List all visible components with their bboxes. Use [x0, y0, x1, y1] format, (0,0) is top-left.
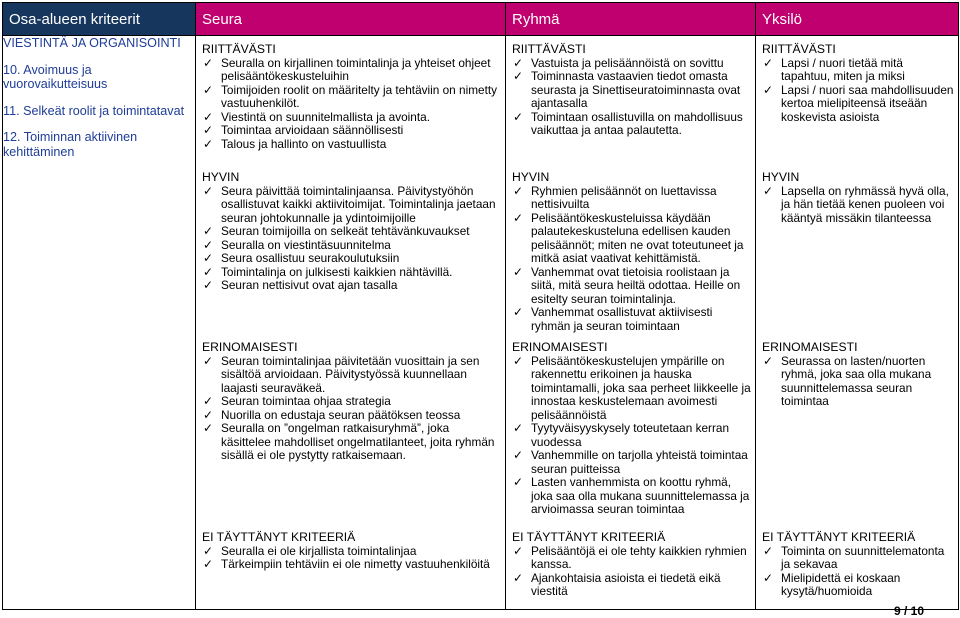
criteria-item-text: Ajankohtaisia asioista ei tiedetä eikä viestitä	[531, 570, 721, 598]
criteria-item-text: Vanhemmat osallistuvat aktiivisesti ryhmän ja seuran toimintaan	[531, 305, 713, 333]
yksilo-ei-taytetty	[762, 531, 954, 599]
checkmark-icon: ✓	[763, 183, 774, 198]
seura-riittava	[202, 43, 501, 161]
checkmark-icon: ✓	[203, 251, 214, 265]
criteria-list	[762, 57, 954, 125]
criteria-item	[202, 252, 501, 266]
ryhma-hyvin	[512, 171, 751, 331]
criteria-list	[512, 57, 751, 138]
checkmark-icon: ✓	[513, 448, 524, 462]
checkmark-icon: ✓	[203, 394, 214, 408]
criteria-item	[512, 266, 751, 307]
criteria-item-text: Toiminnasta vastaavien tiedot omasta seurasta ja Sinettiseuratoiminnasta ovat ajantasalla	[531, 69, 741, 110]
criteria-list	[512, 355, 751, 517]
criteria-item-text: Lapsi / nuori tietää mitä tapahtuu, miten ja miksi	[781, 55, 905, 83]
level-heading: ERINOMAISESTI	[512, 340, 608, 354]
criteria-item-text: Seura päivittää toimintalinjaansa. Päivitystyöhön osallistuvat kaikki aktiivitoimijat. Toimintalinja jaetaan seuran johtokunnalle ja ydintoimijoille	[221, 183, 496, 225]
criteria-item	[512, 355, 751, 423]
criteria-item	[762, 572, 954, 599]
criteria-item-text: Toimijoiden roolit on määritelty ja tehtäviin on nimetty vastuuhenkilöt.	[221, 82, 498, 110]
criteria-item-text: Mielipidettä ei koskaan kysytä/huomioida	[781, 570, 901, 598]
criteria-item-text: Pelisääntökeskusteluissa käydään palautekeskusteluna edellisen kauden pelisäännöt; miten ne ovat toteutuneet ja mitkä asiat vaativat kehittämistä.	[531, 210, 744, 265]
criteria-item	[202, 239, 501, 253]
criteria-item-text: Toimintalinja on julkisesti kaikkien nähtävillä.	[221, 264, 453, 279]
criteria-list	[762, 545, 954, 599]
criteria-item	[202, 558, 501, 572]
checkmark-icon: ✓	[513, 69, 524, 83]
criteria-item	[762, 545, 954, 572]
topic-12: 12. Toiminnan aktiivinen kehittäminen	[3, 130, 138, 159]
criteria-item	[202, 124, 501, 138]
criteria-item	[512, 57, 751, 71]
criteria-list	[512, 185, 751, 334]
criteria-item	[512, 70, 751, 111]
criteria-item	[762, 57, 954, 84]
checkmark-icon: ✓	[513, 55, 524, 70]
level-heading: EI TÄYTTÄNYT KRITEERIÄ	[762, 530, 916, 544]
checkmark-icon: ✓	[203, 82, 214, 97]
criteria-item-text: Talous ja hallinto on vastuullista	[221, 136, 387, 151]
checkmark-icon: ✓	[513, 305, 524, 319]
checkmark-icon: ✓	[203, 224, 214, 238]
criteria-item	[202, 545, 501, 559]
level-heading: EI TÄYTTÄNYT KRITEERIÄ	[202, 530, 356, 544]
criteria-item-text: Toimintaa arvioidaan säännöllisesti	[221, 123, 404, 137]
level-heading: HYVIN	[512, 170, 550, 184]
content-row	[3, 36, 959, 610]
checkmark-icon: ✓	[203, 264, 214, 279]
ryhma-ei-taytetty	[512, 531, 751, 599]
checkmark-icon: ✓	[203, 407, 214, 422]
checkmark-icon: ✓	[763, 55, 774, 70]
checkmark-icon: ✓	[763, 353, 774, 368]
criteria-item-text: Seuran nettisivut ovat ajan tasalla	[221, 278, 398, 292]
level-heading: RIITTÄVÄSTI	[202, 42, 276, 56]
criteria-item	[762, 185, 954, 226]
page-number: 9 / 10	[893, 604, 924, 618]
criteria-list	[762, 185, 954, 226]
level-heading: EI TÄYTTÄNYT KRITEERIÄ	[512, 530, 666, 544]
yksilo-riittava	[762, 43, 954, 161]
ryhma-riittava	[512, 43, 751, 161]
criteria-item-text: Tyytyväisyyskysely toteutetaan kerran vuodessa	[531, 421, 730, 449]
checkmark-icon: ✓	[763, 82, 774, 97]
criteria-item-text: Pelisääntökeskustelujen ympärille on rakennettu erikoinen ja hauska toimintamalli, joka saa perheet liikkeelle ja innostaa keskustelemaan avoimesti pelisäännöistä	[531, 353, 751, 422]
criteria-item	[512, 111, 751, 138]
criteria-item-text: Vastuista ja pelisäännöistä on sovittu	[531, 55, 724, 70]
criteria-list	[762, 355, 954, 409]
criteria-item	[762, 84, 954, 125]
criteria-item	[202, 111, 501, 125]
seura-cell	[196, 36, 506, 610]
criteria-item-text: Lasten vanhemmista on koottu ryhmä, joka saa olla mukana suunnittelemassa ja arvioimassa seuran toimintaa	[531, 475, 750, 516]
criteria-item	[202, 185, 501, 226]
checkmark-icon: ✓	[513, 183, 524, 198]
checkmark-icon: ✓	[513, 210, 524, 225]
yksilo-cell	[756, 36, 959, 610]
criteria-list	[202, 355, 501, 463]
checkmark-icon: ✓	[763, 543, 774, 558]
criteria-list	[512, 545, 751, 599]
checkmark-icon: ✓	[513, 570, 524, 585]
criteria-item	[202, 225, 501, 239]
topic-10: 10. Avoimuus ja vuorovaikutteisuus	[3, 62, 108, 91]
criteria-item-text: Seuran toimintalinjaa päivitetään vuosittain ja sen sisältöä arvioidaan. Päivitystyössä kuunnellaan laajasti seuraväkeä.	[221, 353, 480, 395]
criteria-item	[202, 422, 501, 463]
criteria-list	[202, 57, 501, 152]
checkmark-icon: ✓	[513, 475, 524, 489]
level-heading: ERINOMAISESTI	[762, 340, 858, 354]
header-ryhma: Ryhmä	[506, 3, 756, 36]
criteria-item	[512, 185, 751, 212]
checkmark-icon: ✓	[513, 109, 524, 124]
criteria-item-text: Toiminta on suunnittelematonta ja sekavaa	[781, 543, 945, 571]
criteria-item	[512, 422, 751, 449]
criteria-item-text: Lapsella on ryhmässä hyvä olla, ja hän tietää kenen puoleen voi kääntyä missäkin tilanteessa	[781, 183, 949, 225]
criteria-item-text: Seura osallistuu seurakoulutuksiin	[221, 251, 400, 265]
ryhma-cell	[506, 36, 756, 610]
checkmark-icon: ✓	[203, 183, 214, 198]
criteria-item-text: Toimintaan osallistuvilla on mahdollisuus vaikuttaa ja antaa palautetta.	[531, 109, 743, 137]
criteria-item-text: Seuralla on ”ongelman ratkaisuryhmä”, joka käsittelee mahdolliset ongelmatilanteet, joita ryhmän sisällä ei ole pystytty ratkaisemaan.	[221, 421, 495, 462]
yksilo-erinomaisesti	[762, 341, 954, 521]
criteria-item	[202, 84, 501, 111]
checkmark-icon: ✓	[203, 136, 214, 151]
criteria-item-text: Seuran toimintaa ohjaa strategia	[221, 394, 391, 408]
topic-cell	[3, 36, 196, 610]
criteria-list	[202, 185, 501, 293]
criteria-item	[202, 409, 501, 423]
checkmark-icon: ✓	[513, 421, 524, 435]
checkmark-icon: ✓	[203, 123, 214, 137]
checkmark-icon: ✓	[763, 570, 774, 585]
checkmark-icon: ✓	[203, 557, 214, 571]
criteria-item	[202, 138, 501, 152]
criteria-item-text: Seuralla on kirjallinen toimintalinja ja yhteiset ohjeet pelisääntökeskusteluihin	[221, 55, 491, 83]
checkmark-icon: ✓	[513, 353, 524, 368]
criteria-item-text: Seuran toimijoilla on selkeät tehtävänkuvaukset	[221, 224, 470, 238]
checkmark-icon: ✓	[203, 55, 214, 70]
criteria-item	[762, 355, 954, 409]
checkmark-icon: ✓	[203, 237, 214, 252]
criteria-item-text: Nuorilla on edustaja seuran päätöksen teossa	[221, 407, 461, 422]
criteria-table	[2, 2, 959, 610]
criteria-item	[512, 449, 751, 476]
criteria-item-text: Viestintä on suunnitelmallista ja avointa.	[221, 109, 430, 124]
criteria-item	[202, 355, 501, 396]
topic-11: 11. Selkeät roolit ja toimintatavat	[3, 103, 185, 118]
checkmark-icon: ✓	[203, 278, 214, 292]
level-heading: HYVIN	[762, 170, 800, 184]
criteria-item-text: Seuralla ei ole kirjallista toimintalinjaa	[221, 543, 417, 558]
criteria-item	[202, 266, 501, 280]
level-heading: RIITTÄVÄSTI	[762, 42, 836, 56]
criteria-item-text: Seurassa on lasten/nuorten ryhmä, joka saa olla mukana suunnittelemassa seuran toimintaa	[781, 353, 932, 408]
criteria-item-text: Seuralla on viestintäsuunnitelma	[221, 237, 391, 252]
checkmark-icon: ✓	[203, 353, 214, 368]
checkmark-icon: ✓	[203, 543, 214, 558]
criteria-item	[512, 572, 751, 599]
level-heading: HYVIN	[202, 170, 240, 184]
seura-hyvin	[202, 171, 501, 331]
header-seura: Seura	[196, 3, 506, 36]
level-heading: ERINOMAISESTI	[202, 340, 298, 354]
criteria-item	[512, 545, 751, 572]
criteria-item-text: Vanhemmat ovat tietoisia roolistaan ja siitä, mitä seura heiltä odottaa. Heille on esitelty seuran toimintalinja.	[531, 264, 741, 306]
criteria-item	[202, 57, 501, 84]
ryhma-erinomaisesti	[512, 341, 751, 521]
criteria-item-text: Ryhmien pelisäännöt on luettavissa nettisivuilta	[531, 183, 717, 211]
criteria-item-text: Tärkeimpiin tehtäviin ei ole nimetty vastuuhenkilöitä	[221, 557, 490, 571]
level-heading: RIITTÄVÄSTI	[512, 42, 586, 56]
seura-erinomaisesti	[202, 341, 501, 521]
criteria-item-text: Pelisääntöjä ei ole tehty kaikkien ryhmien kanssa.	[531, 543, 747, 571]
header-yksilo: Yksilö	[756, 3, 959, 36]
checkmark-icon: ✓	[513, 543, 524, 558]
criteria-item	[512, 212, 751, 266]
criteria-item	[202, 395, 501, 409]
criteria-item-text: Vanhemmille on tarjolla yhteistä toimintaa seuran puitteissa	[531, 448, 748, 476]
checkmark-icon: ✓	[203, 421, 214, 435]
topic-heading: VIESTINTÄ JA ORGANISOINTI	[3, 36, 181, 50]
checkmark-icon: ✓	[513, 264, 524, 279]
criteria-item	[512, 476, 751, 517]
seura-ei-taytetty	[202, 531, 501, 572]
criteria-item-text: Lapsi / nuori saa mahdollisuuden kertoa mielipiteensä itseään koskevista asioista	[781, 82, 954, 124]
header-criteria: Osa-alueen kriteerit	[3, 3, 196, 36]
header-row	[3, 3, 959, 36]
criteria-list	[202, 545, 501, 572]
yksilo-hyvin	[762, 171, 954, 331]
criteria-item	[202, 279, 501, 293]
checkmark-icon: ✓	[203, 109, 214, 124]
criteria-item	[512, 306, 751, 333]
